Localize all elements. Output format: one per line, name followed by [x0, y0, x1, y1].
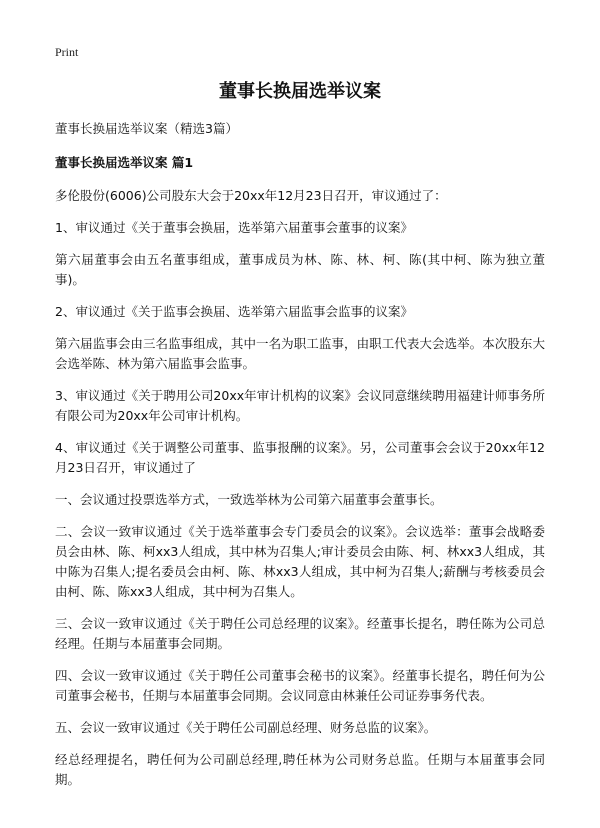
- paragraph-item-3: 3、审议通过《关于聘用公司20xx年审计机构的议案》会议同意继续聘用福建计师事务所有限公司为20xx年公司审计机构。: [55, 388, 545, 423]
- document-subtitle: 董事长换届选举议案（精选3篇）: [55, 121, 238, 136]
- paragraph-item-2: 2、审议通过《关于监事会换届、选举第六届监事会监事的议案》: [55, 304, 413, 319]
- section-heading: 董事长换届选举议案 篇1: [55, 155, 194, 170]
- paragraph-resolution-2: 二、会议一致审议通过《关于选举董事会专门委员会的议案》。会议选举：董事会战略委员会由林、陈、柯xx3人组成，其中林为召集人;审计委员会由陈、柯、林xx3人组成，其中陈为召集人;提名委员会由柯、陈、林xx3人组成，其中柯为召集人;薪酬与考核委员会由柯、陈、陈xx3人组成，其中柯为召集人。: [55, 524, 545, 599]
- paragraph-appointment: 经总经理提名，聘任何为公司副总经理,聘任林为公司财务总监。任期与本届董事会同期。: [55, 752, 545, 787]
- paragraph-item-1: 1、审议通过《关于董事会换届，选举第六届董事会董事的议案》: [55, 220, 413, 235]
- paragraph-resolution-1: 一、会议通过投票选举方式，一致选举林为公司第六届董事会董事长。: [55, 492, 443, 507]
- document-title: 董事长换届选举议案: [219, 81, 381, 102]
- print-label: Print: [55, 45, 79, 59]
- paragraph-resolution-4: 四、会议一致审议通过《关于聘任公司董事会秘书的议案》。经董事长提名，聘任何为公司董事会秘书，任期与本届董事会同期。会议同意由林兼任公司证券事务代表。: [55, 668, 545, 703]
- paragraph-intro: 多伦股份(6006)公司股东大会于20xx年12月23日召开，审议通过了：: [55, 188, 447, 203]
- paragraph-resolution-3: 三、会议一致审议通过《关于聘任公司总经理的议案》。经董事长提名，聘任陈为公司总经理。任期与本届董事会同期。: [55, 616, 545, 651]
- paragraph-resolution-5: 五、会议一致审议通过《关于聘任公司副总经理、财务总监的议案》。: [55, 720, 437, 735]
- paragraph-supervisors: 第六届监事会由三名监事组成，其中一名为职工监事，由职工代表大会选举。本次股东大会选举陈、林为第六届监事会监事。: [55, 336, 545, 371]
- paragraph-item-4: 4、审议通过《关于调整公司董事、监事报酬的议案》。另，公司董事会会议于20xx年12月23日召开，审议通过了: [55, 440, 545, 475]
- paragraph-board-members: 第六届董事会由五名董事组成，董事成员为林、陈、林、柯、陈(其中柯、陈为独立董事)。: [55, 252, 545, 287]
